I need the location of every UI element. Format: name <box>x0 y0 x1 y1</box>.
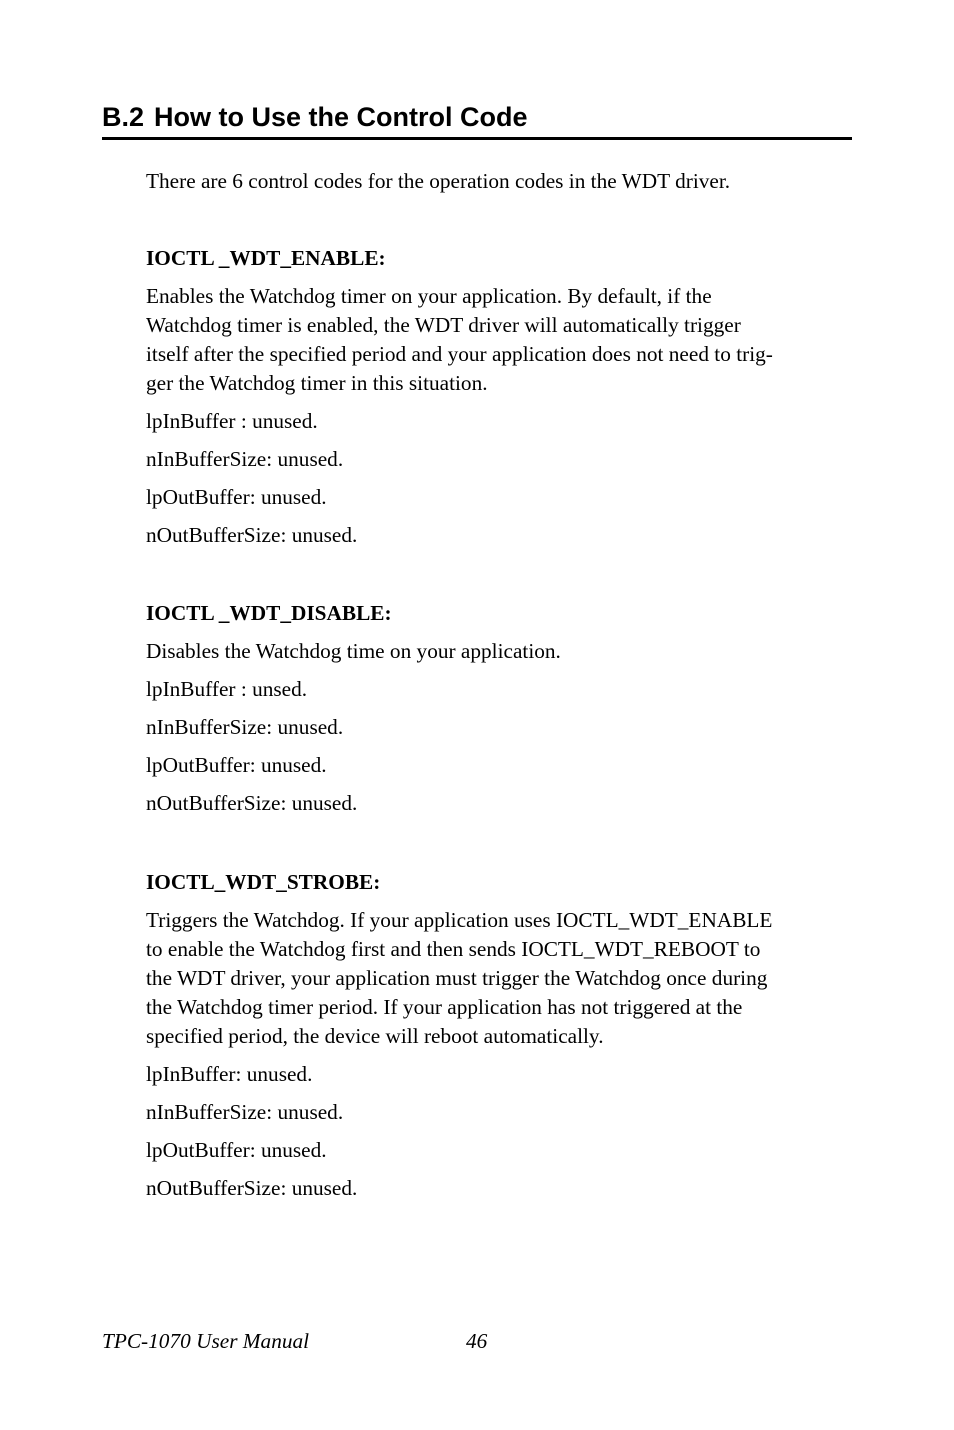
param-noutbuffersize: nOutBufferSize: unused. <box>146 791 358 815</box>
footer-manual-title: TPC-1070 User Manual <box>102 1329 310 1353</box>
intro-paragraph: There are 6 control codes for the operation codes in the WDT driver. <box>146 169 731 193</box>
control-code-title: IOCTL_WDT_STROBE: <box>146 870 381 894</box>
description-line: Enables the Watchdog timer on your application. By default, if the <box>146 284 712 308</box>
param-ninbuffersize: nInBufferSize: unused. <box>146 447 344 471</box>
control-code-title: IOCTL _WDT_ENABLE: <box>146 246 386 270</box>
description-line: to enable the Watchdog first and then sends IOCTL_WDT_REBOOT to <box>146 937 761 961</box>
control-code-description <box>146 637 856 666</box>
footer-page-number: 46 <box>466 1329 488 1353</box>
control-code-enable <box>146 244 856 550</box>
param-lpoutbuffer: lpOutBuffer: unused. <box>146 753 327 777</box>
description-line: ger the Watchdog timer in this situation. <box>146 371 488 395</box>
param-lpoutbuffer: lpOutBuffer: unused. <box>146 1138 327 1162</box>
description-line: specified period, the device will reboot automatically. <box>146 1024 604 1048</box>
control-code-title: IOCTL _WDT_DISABLE: <box>146 601 392 625</box>
description-line: the WDT driver, your application must trigger the Watchdog once during <box>146 966 768 990</box>
control-code-description <box>146 906 856 1051</box>
param-noutbuffersize: nOutBufferSize: unused. <box>146 1176 358 1200</box>
param-lpoutbuffer: lpOutBuffer: unused. <box>146 485 327 509</box>
control-code-disable <box>146 599 856 818</box>
param-ninbuffersize: nInBufferSize: unused. <box>146 715 344 739</box>
control-code-description <box>146 282 856 398</box>
param-lpinbuffer: lpInBuffer: unused. <box>146 1062 313 1086</box>
section-title: How to Use the Control Code <box>154 102 528 132</box>
param-lpinbuffer: lpInBuffer : unused. <box>146 409 318 433</box>
control-code-strobe <box>146 868 856 1203</box>
param-ninbuffersize: nInBufferSize: unused. <box>146 1100 344 1124</box>
section-heading <box>102 99 852 135</box>
param-noutbuffersize: nOutBufferSize: unused. <box>146 523 358 547</box>
description-line: itself after the specified period and your application does not need to trig- <box>146 342 773 366</box>
param-lpinbuffer: lpInBuffer : unsed. <box>146 677 308 701</box>
description-line: Watchdog timer is enabled, the WDT driver will automatically trigger <box>146 313 741 337</box>
description-line: Triggers the Watchdog. If your application uses IOCTL_WDT_ENABLE <box>146 908 773 932</box>
description-line: the Watchdog timer period. If your application has not triggered at the <box>146 995 743 1019</box>
section-number: B.2 <box>102 102 145 132</box>
description-line: Disables the Watchdog time on your application. <box>146 639 561 663</box>
heading-rule <box>102 137 852 140</box>
